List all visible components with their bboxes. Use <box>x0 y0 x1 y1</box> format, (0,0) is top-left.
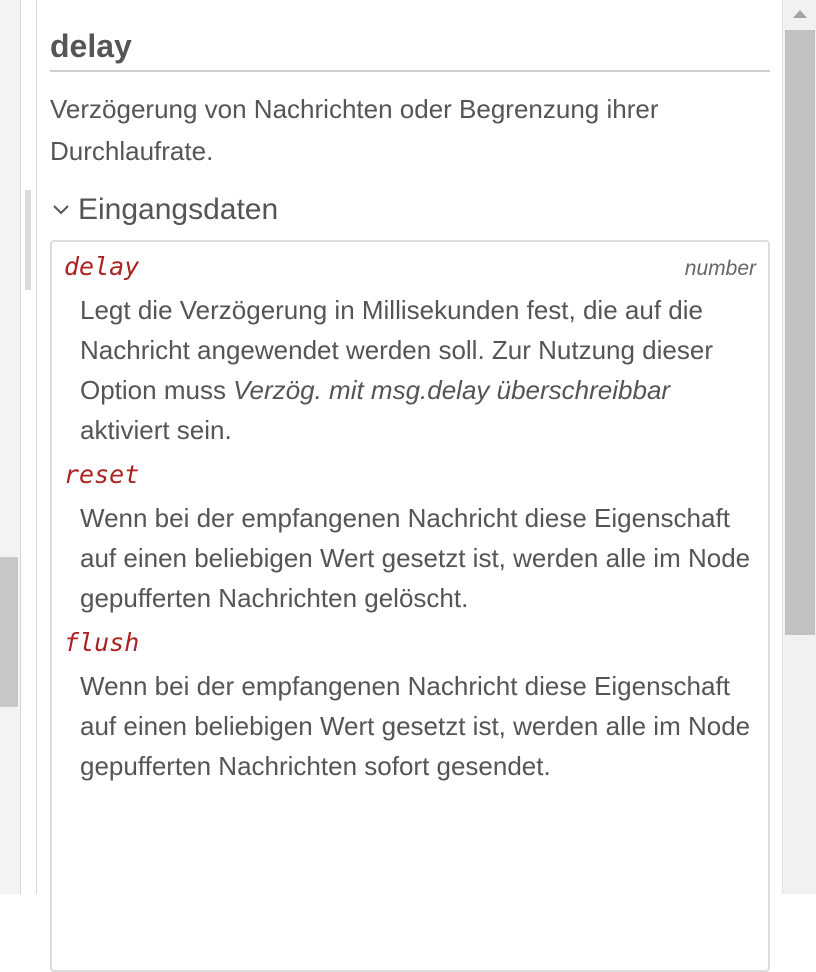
panel-divider[interactable] <box>36 0 37 894</box>
property-description <box>80 666 756 786</box>
property-item <box>64 626 756 786</box>
property-name: reset <box>64 460 140 489</box>
section-header-inputs[interactable] <box>50 190 770 230</box>
left-panel-edge <box>0 0 21 894</box>
node-description: Verzögerung von Nachrichten oder Begrenzung ihrer Durchlaufrate. <box>50 94 659 166</box>
property-description-text: Legt die Verzögerung in Millisekunden fest, die auf die Nachricht angewendet werden soll. Zur Nutzung dieser Option muss <box>80 295 714 405</box>
scrollbar-thumb[interactable] <box>785 30 815 635</box>
property-description <box>80 498 756 618</box>
property-description-text: Wenn bei der empfangenen Nachricht diese Eigenschaft auf einen beliebigen Wert gesetzt ist, werden alle im Node gepufferten Nachrichten sofort gesendet. <box>80 671 751 781</box>
arrow-up-icon <box>793 10 807 18</box>
property-description <box>80 290 756 450</box>
help-content <box>50 0 770 972</box>
property-description-text-end: aktiviert sein. <box>80 415 232 445</box>
inner-resize-handle[interactable] <box>25 190 31 290</box>
property-description-text: Wenn bei der empfangenen Nachricht diese Eigenschaft auf einen beliebigen Wert gesetzt ist, werden alle im Node gepufferten Nachrichten gelöscht. <box>80 503 751 613</box>
chevron-down-icon <box>50 199 72 221</box>
property-type: number <box>684 257 756 280</box>
property-name: delay <box>64 252 140 281</box>
properties-list <box>50 240 770 972</box>
property-name: flush <box>64 628 140 657</box>
vertical-scrollbar[interactable] <box>782 0 816 894</box>
section-title: Eingangsdaten <box>78 193 279 226</box>
property-item <box>64 250 756 450</box>
property-item <box>64 458 756 618</box>
scroll-up-button[interactable] <box>783 0 816 28</box>
node-title: delay <box>50 0 770 72</box>
property-description-emphasis: Verzög. mit msg.delay überschreibbar <box>233 375 671 405</box>
left-scrollbar-thumb[interactable] <box>0 557 18 707</box>
